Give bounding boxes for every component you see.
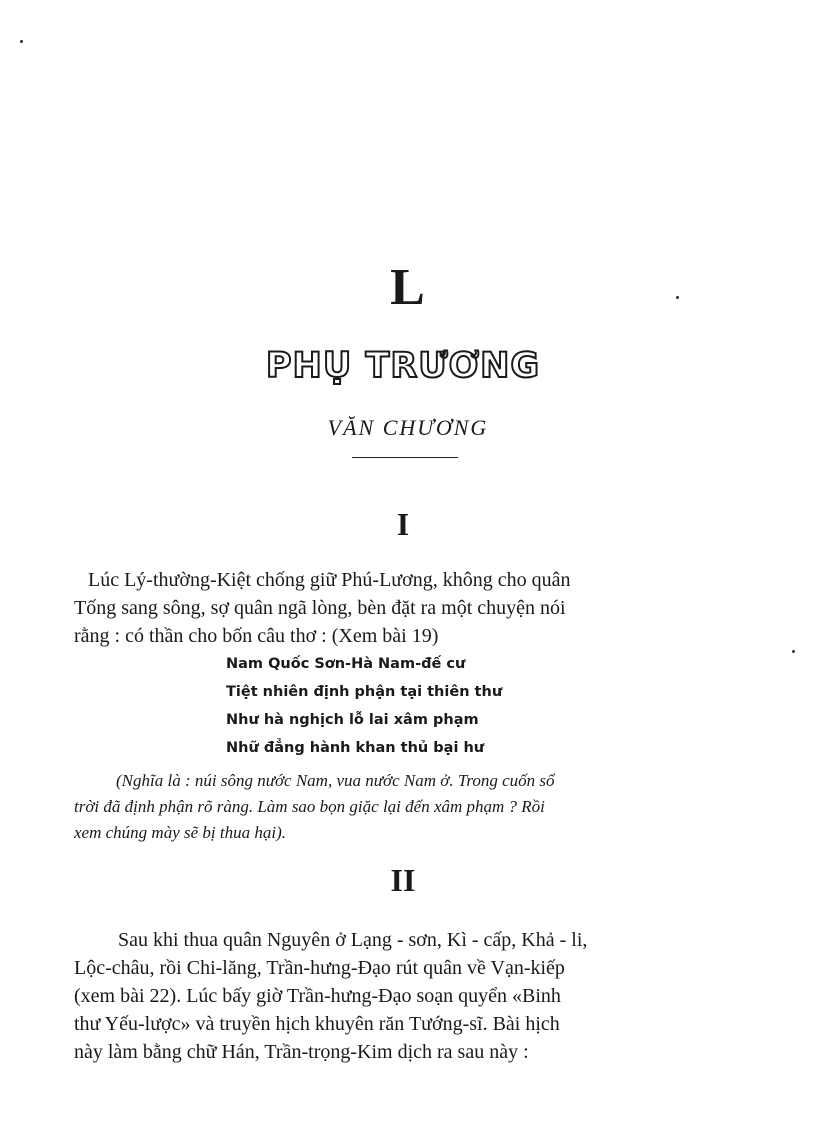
section-2-paragraph — [74, 926, 762, 1066]
paragraph-line: Sau khi thua quân Nguyên ở Lạng - sơn, Kì - cấp, Khả - li, — [118, 929, 588, 951]
note-line: trời đã định phận rõ ràng. Làm sao bọn giặc lại đến xâm phạm ? Rồi — [74, 797, 545, 816]
poem-line: Tiệt nhiên định phận tại thiên thư — [226, 684, 503, 700]
chapter-title: PHỤ TRƯƠNG — [265, 346, 541, 386]
chapter-subtitle: VĂN CHƯƠNG — [327, 415, 489, 440]
poem — [226, 650, 626, 762]
poem-line: Như hà nghịch lỗ lai xâm phạm — [226, 712, 479, 728]
paragraph-line: Lúc Lý-thường-Kiệt chống giữ Phú-Lương, không cho quân — [88, 569, 571, 591]
section-number-2: II — [390, 862, 416, 898]
poem-line: Nam Quốc Sơn-Hà Nam-đế cư — [226, 656, 466, 672]
scan-speck — [20, 40, 23, 43]
chapter-letter: L — [390, 259, 426, 316]
note-line: xem chúng mày sẽ bị thua hại). — [74, 823, 286, 842]
poem-line: Nhữ đẳng hành khan thủ bại hư — [226, 740, 485, 756]
paragraph-line: rằng : có thần cho bốn câu thơ : (Xem bài 19) — [74, 625, 439, 647]
section-number-1: I — [396, 506, 410, 542]
section-1-paragraph — [74, 566, 762, 650]
paragraph-line: thư Yếu-lược» và truyền hịch khuyên răn Tướng-sĩ. Bài hịch — [74, 1013, 560, 1035]
paragraph-line: Lộc-châu, rồi Chi-lăng, Trần-hưng-Đạo rút quân về Vạn-kiếp — [74, 957, 565, 979]
paragraph-line: Tống sang sông, sợ quân ngã lòng, bèn đặt ra một chuyện nói — [74, 597, 566, 619]
paragraph-line: này làm bằng chữ Hán, Trần-trọng-Kim dịch ra sau này : — [74, 1041, 529, 1063]
title-divider — [352, 457, 458, 458]
scan-speck — [792, 650, 795, 653]
paragraph-line: (xem bài 22). Lúc bấy giờ Trần-hưng-Đạo soạn quyển «Binh — [74, 985, 561, 1007]
note-line: (Nghĩa là : núi sông nước Nam, vua nước Nam ở. Trong cuốn sổ — [116, 771, 555, 790]
translation-note — [74, 768, 764, 846]
